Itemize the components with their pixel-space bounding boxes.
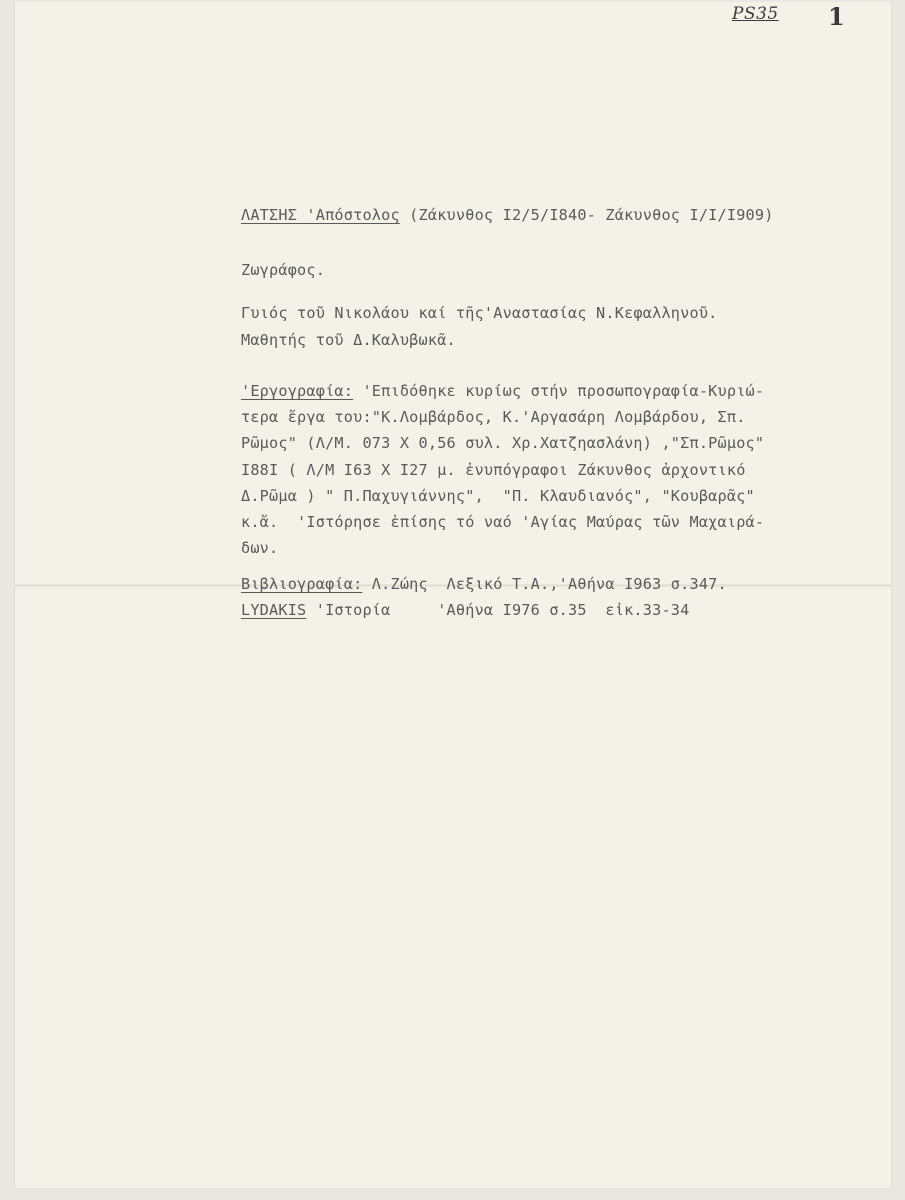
bibliography-label: Βιβλιογραφία: — [241, 575, 363, 593]
bibliography-line — [241, 601, 690, 619]
entry-profession: Ζωγράφος. — [241, 261, 326, 279]
works-line: τερα ἔργα του:"Κ.Λομβάρδος, Κ.'Αργασάρη Λομβάρδου, Σπ. — [241, 408, 746, 426]
handwritten-page-number: 1 — [828, 2, 845, 31]
bibliography-text: Λ.Ζώης Λεξικό Τ.Α.,'Αθήνα Ι963 σ.347. — [362, 575, 727, 593]
entry-name: ΛΑΤΣΗΣ 'Απόστολος — [241, 206, 400, 224]
handwritten-reference: PS35 — [732, 4, 779, 24]
bio-line: Μαθητής τοῦ Δ.Καλυβωκᾶ. — [241, 331, 456, 349]
bibliography-text: 'Ιστορία 'Αθήνα Ι976 σ.35 εἰκ.33-34 — [306, 601, 690, 619]
works-line: κ.ἄ. 'Ιστόρησε ἐπίσης τό ναό 'Αγίας Μαύρας τῶν Μαχαιρά- — [241, 513, 765, 531]
bio-line: Γυιός τοῦ Νικολάου καί τῆς'Αναστασίας Ν.Κεφαλληνοῦ. — [241, 304, 718, 322]
entry-heading-line — [241, 206, 774, 224]
works-label: 'Εργογραφία: — [241, 382, 354, 400]
document-page — [14, 2, 892, 1188]
works-first-line — [241, 382, 764, 400]
bibliography-line — [241, 575, 727, 593]
works-line: Δ.Ρῶμα ) " Π.Παχυγιάννης", "Π. Κλαυδιανός", "Κουβαρᾶς" — [241, 487, 755, 505]
entry-dates: (Ζάκυνθος Ι2/5/Ι840- Ζάκυνθος Ι/Ι/Ι909) — [399, 206, 774, 224]
works-intro: 'Επιδόθηκε κυρίως στήν προσωπογραφία-Κυριώ- — [353, 382, 765, 400]
works-line: δων. — [241, 539, 279, 557]
bibliography-label: LYDAKIS — [241, 601, 307, 619]
works-line: Ρῶμος" (Λ/Μ. 073 Χ 0,56 συλ. Χρ.Χατζηασλάνη) ,"Σπ.Ρῶμος" — [241, 434, 765, 452]
works-line: Ι88Ι ( Λ/Μ Ι63 Χ Ι27 μ. ἐνυπόγραφοι Ζάκυνθος ἀρχοντικό — [241, 461, 746, 479]
